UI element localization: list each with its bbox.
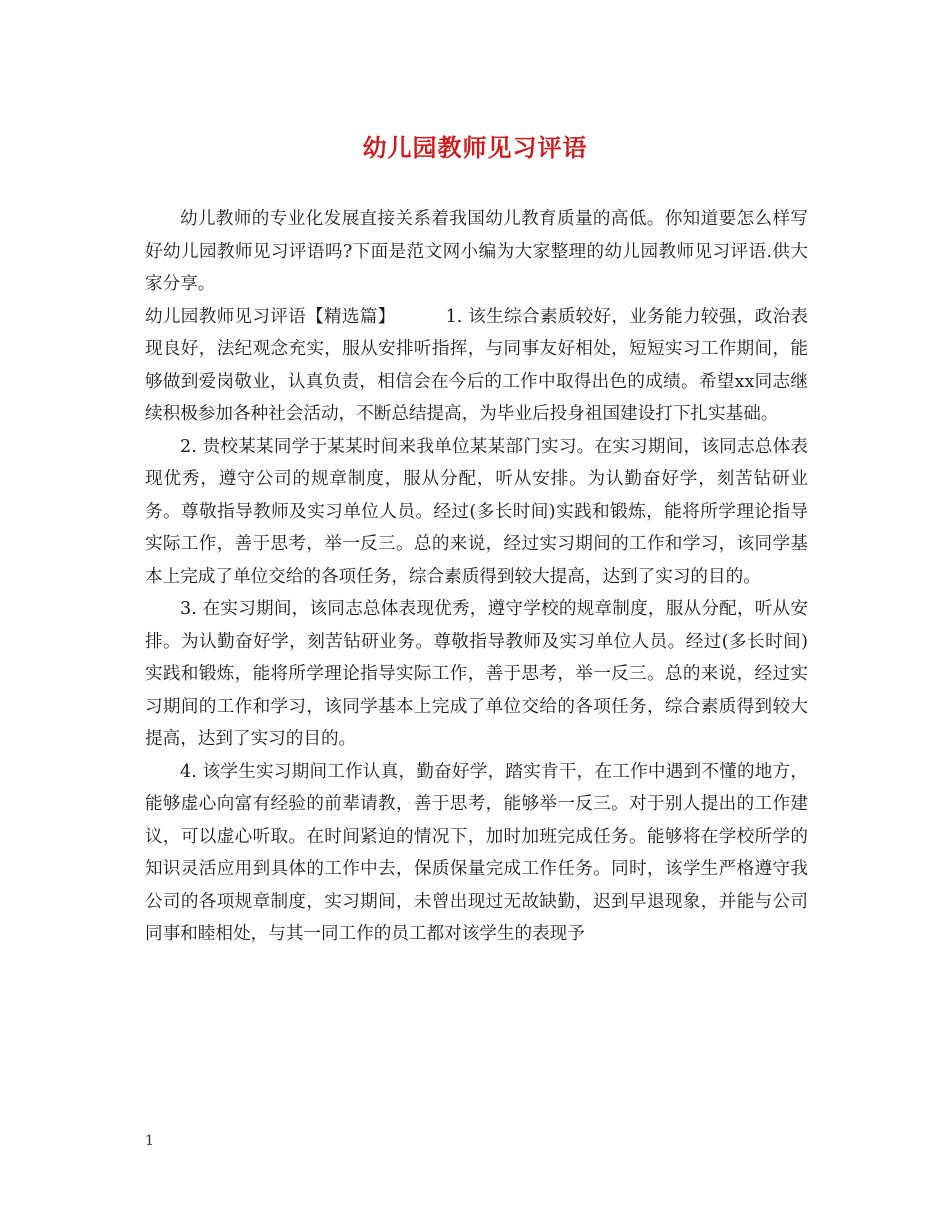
list-item-2: 2. 贵校某某同学于某某时间来我单位某某部门实习。在实习期间，该同志总体表现优秀，遵守公司的规章制度，服从分配，听从安排。为认勤奋好学，刻苦钻研业务。尊敬指导教师及实习单位人员。经过(多长时间)实践和锻炼，能将所学理论指导实际工作，善于思考，举一反三。总的来说，经过实习期间的工作和学习，该同学基本上完成了单位交给的各项任务，综合素质得到较大提高，达到了实习的目的。 <box>145 436 808 587</box>
page-number: 1 <box>145 1133 154 1149</box>
list-item-3: 3. 在实习期间，该同志总体表现优秀，遵守学校的规章制度，服从分配，听从安排。为认勤奋好学，刻苦钻研业务。尊敬指导教师及实习单位人员。经过(多长时间)实践和锻炼，能将所学理论指导实际工作，善于思考，举一反三。总的来说，经过实习期间的工作和学习，该同学基本上完成了单位交给的各项任务，综合素质得到较大提高，达到了实习的目的。 <box>145 599 808 749</box>
section-heading: 幼儿园教师见习评语【精选篇】 <box>145 306 396 327</box>
list-item-4: 4. 该学生实习期间工作认真，勤奋好学，踏实肯干，在工作中遇到不懂的地方，能够虚心向富有经验的前辈请教，善于思考，能够举一反三。对于别人提出的工作建议，可以虚心听取。在时间紧迫的情况下，加时加班完成任务。能够将在学校所学的知识灵活应用到具体的工作中去，保质保量完成工作任务。同时，该学生严格遵守我公司的各项规章制度，实习期间，未曾出现过无故缺勤，迟到早退现象，并能与公司同事和睦相处，与其一同工作的员工都对该学生的表现予 <box>145 761 808 944</box>
section-paragraph <box>145 301 808 431</box>
document-body <box>145 203 808 951</box>
document-title: 幼儿园教师见习评语 <box>362 133 588 162</box>
list-item-1: 1. 该生综合素质较好，业务能力较强，政治表现良好，法纪观念充实，服从安排听指挥，与同事友好相处，短短实习工作期间，能够做到爱岗敬业，认真负责，相信会在今后的工作中取得出色的成绩。希望xx同志继续积极参加各种社会活动，不断总结提高，为毕业后投身祖国建设打下扎实基础。 <box>145 306 808 424</box>
intro-paragraph: 幼儿教师的专业化发展直接关系着我国幼儿教育质量的高低。你知道要怎么样写好幼儿园教师见习评语吗?下面是范文网小编为大家整理的幼儿园教师见习评语.供大家分享。 <box>145 209 808 294</box>
